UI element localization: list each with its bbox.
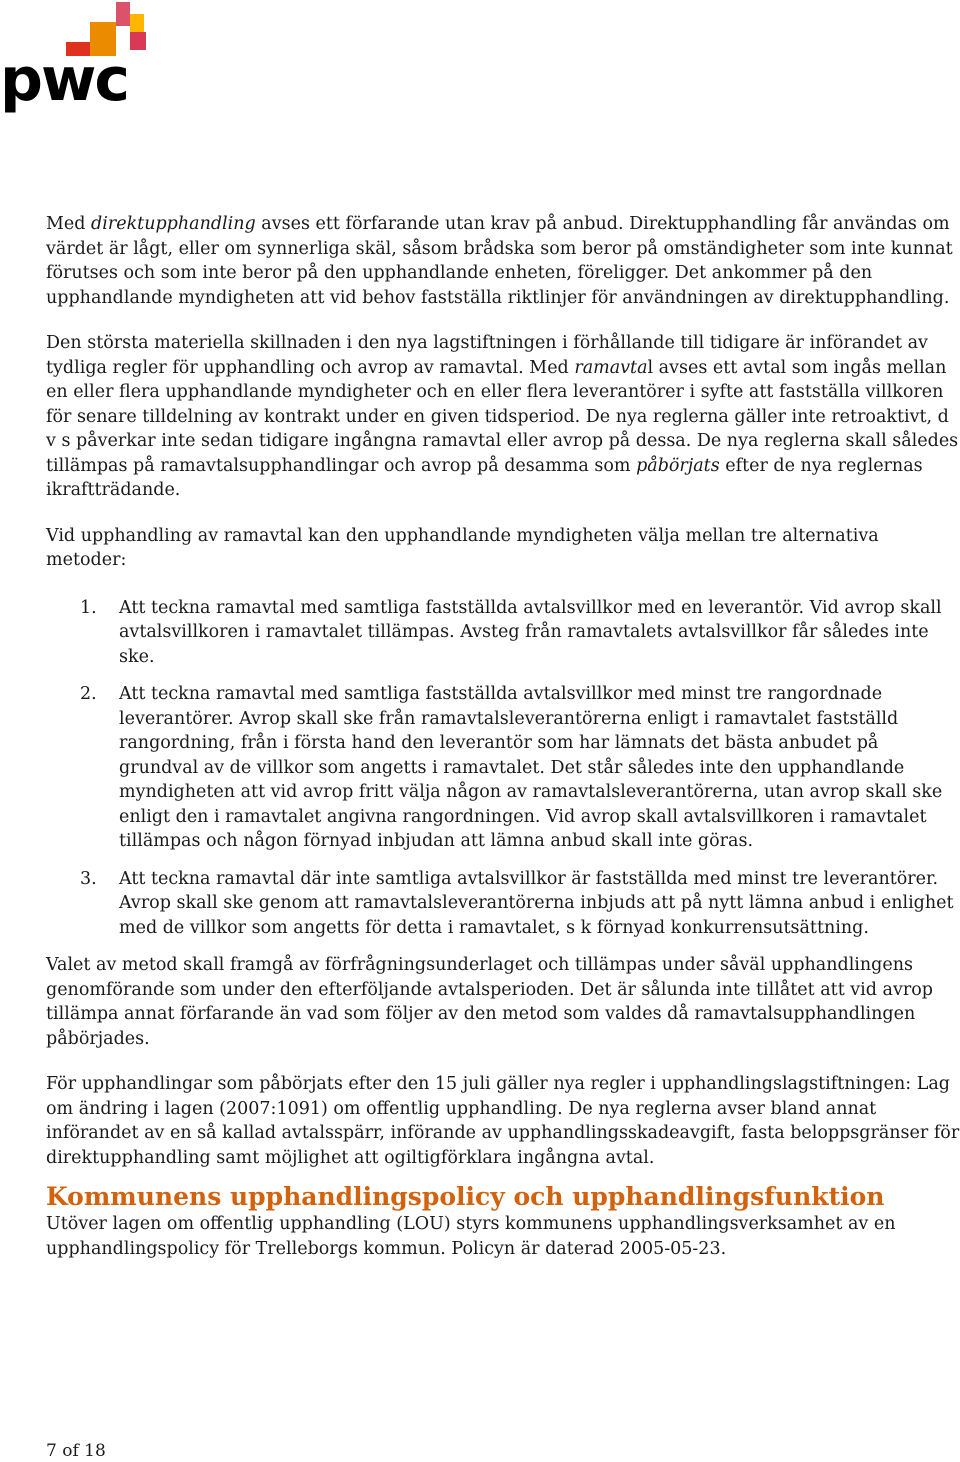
list-item <box>46 596 960 670</box>
section-heading: Kommunens upphandlingspolicy och upphandlingsfunktion <box>46 1182 885 1211</box>
logo-block-yellow <box>130 14 144 32</box>
paragraph-metod-val: Valet av metod skall framgå av förfrågningsunderlaget och tillämpas under såväl upphandlingens genomförande som under den efterföljande avtalsperioden. Det är sålunda inte tillåtet att vid avrop tillämpa annat förfarande än vad som följer av den metod som valdes då ramavtalsupphandlingen påbörjades. <box>46 955 933 1049</box>
list-item-text: Att teckna ramavtal där inte samtliga avtalsvillkor är fastställda med minst tre leverantörer. Avrop skall ske genom att ramavtalsleverantörerna inbjuds att på nytt lämna anbud i enlighet med de villkor som angetts för detta i ramavtalet, s k förnyad konkurrensutsättning. <box>119 868 954 938</box>
paragraph-methods-intro: Vid upphandling av ramavtal kan den upphandlande myndigheten välja mellan tre alternativa metoder: <box>46 525 879 570</box>
paragraph-ramavtal: Den största materiella skillnaden i den nya lagstiftningen i förhållande till tidigare är införandet av tydliga regler för upphandling och avrop av ramavtal. Med ramavtal avses ett avtal som ingås mellan en eller flera upphandlande myndigheter och en eller flera leverantörer i syfte att fastställa villkoren för senare tilldelning av kontrakt under en given tidsperiod. De nya reglerna gäller inte retroaktivt, d v s påverkar inte sedan tidigare ingångna ramavtal eller avrop på dessa. De nya reglerna skall således tillämpas på ramavtalsupphandlingar och avrop på desamma som påbörjats efter de nya reglernas ikraftträdande. <box>46 333 959 500</box>
logo-wordmark: pwc <box>0 45 128 115</box>
list-item-number: 2. <box>80 684 97 704</box>
page-number: 7 of 18 <box>46 1441 106 1461</box>
list-item <box>46 867 960 941</box>
list-item-number: 3. <box>80 868 97 889</box>
document-body <box>46 212 960 1282</box>
list-item-text: Att teckna ramavtal med samtliga fastställda avtalsvillkor med minst tre rangordnade leverantörer. Avrop skall ske från ramavtalsleverantörerna enligt i ramavtalet fastställd rangordning, från i första hand den leverantör som har lämnats det bästa anbudet på grundval av de villkor som angetts i ramavtalet. Det står således inte den upphandlande myndigheten att vid avrop fritt välja någon av ramavtalsleverantörerna, utan avrop skall ske enligt den i ramavtalet angivna rangordningen. Vid avrop skall avtalsvillkoren i ramavtalet tillämpas och någon förnyad inbjudan att lämna anbud skall inte göras. <box>119 684 943 851</box>
paragraph-nya-regler: För upphandlingar som påbörjats efter den 15 juli gäller nya regler i upphandlingslagstiftningen: Lag om ändring i lagen (2007:1091) om offentlig upphandling. De nya reglerna avser bland annat införandet av en så kallad avtalsspärr, införande av upphandlingsskadeavgift, fasta beloppsgränser för direktupphandling samt möjlighet att ogiltigförklara ingångna avtal. <box>46 1074 960 1168</box>
paragraph-upphandlingspolicy: Utöver lagen om offentlig upphandling (LOU) styrs kommunens upphandlingsverksamhet av en upphandlingspolicy för Trelleborgs kommun. Policyn är daterad 2005-05-23. <box>46 1214 896 1259</box>
logo-block-rose <box>116 2 130 26</box>
methods-list <box>46 596 960 941</box>
paragraph-direktupphandling: Med direktupphandling avses ett förfarande utan krav på anbud. Direktupphandling får användas om värdet är lågt, eller om synnerliga skäl, såsom brådska som beror på omständigheter som inte kunnat förutses och som inte beror på den upphandlande enheten, föreligger. Det ankommer på den upphandlande myndigheten att vid behov fastställa riktlinjer för användningen av direktupphandling. <box>46 214 953 308</box>
list-item-text: Att teckna ramavtal med samtliga fastställda avtalsvillkor med en leverantör. Vid avrop skall avtalsvillkoren i ramavtalet tillämpas. Avsteg från ramavtalets avtalsvillkor får således inte ske. <box>119 597 942 667</box>
pwc-logo <box>0 0 160 120</box>
logo-block-pink <box>130 32 146 50</box>
list-item-number: 1. <box>80 597 97 618</box>
list-item <box>46 682 960 854</box>
